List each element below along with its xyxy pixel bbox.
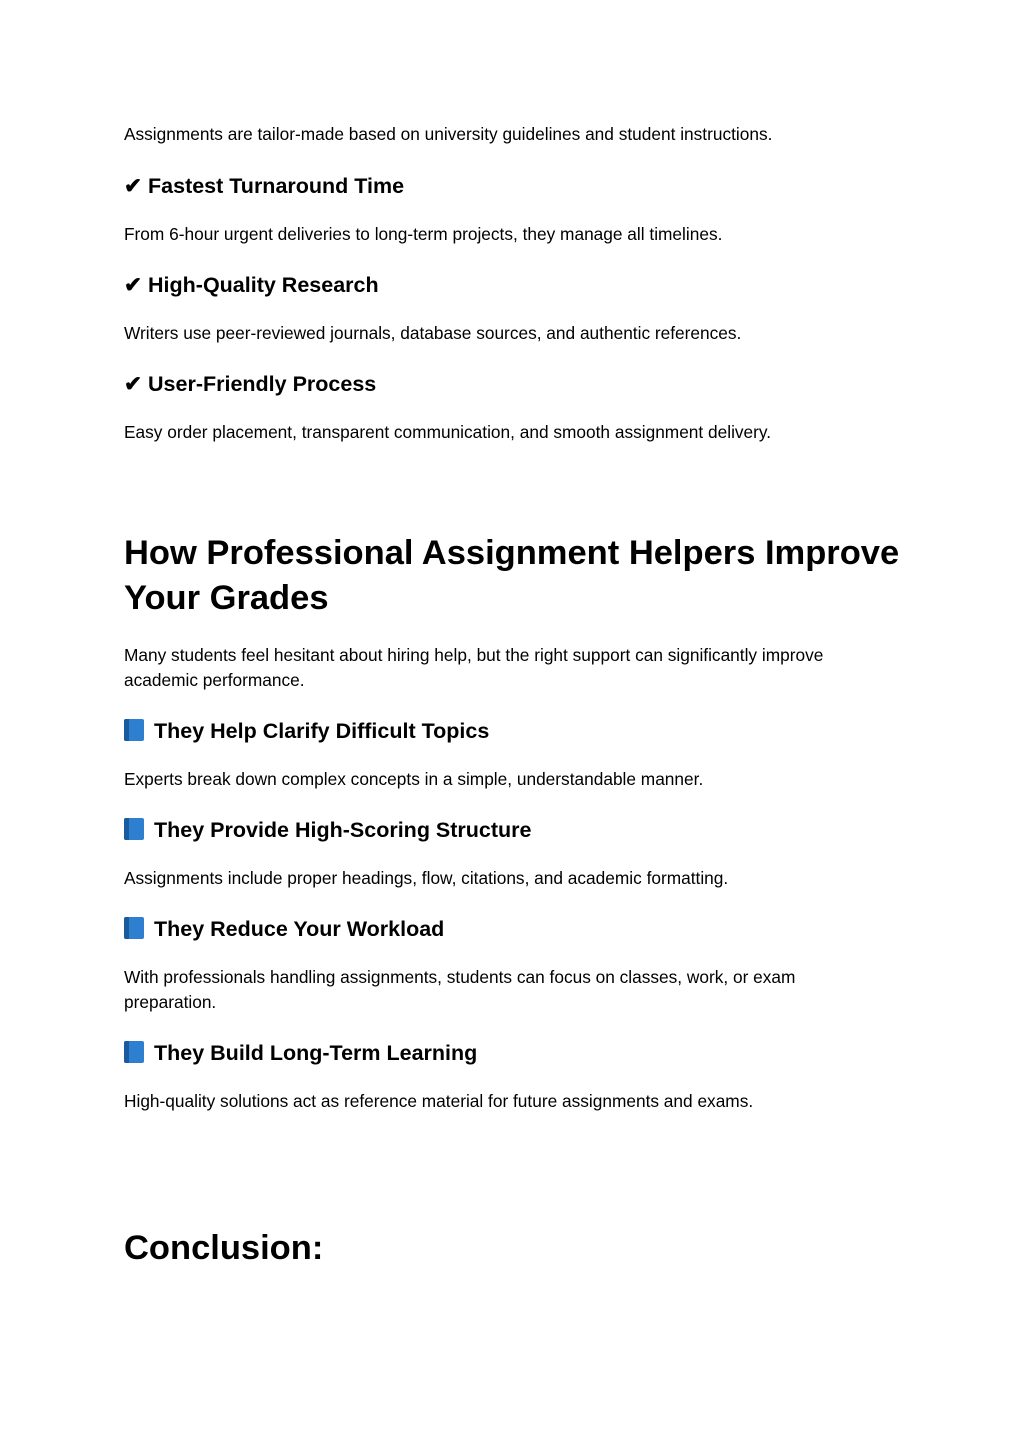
blue-book-icon — [124, 818, 144, 840]
benefit-text: Experts break down complex concepts in a simple, understandable manner. — [124, 769, 704, 789]
feature-title: User-Friendly Process — [148, 372, 377, 396]
section-intro-line: Many students feel hesitant about hiring help, but the right support can significantly improve — [124, 645, 824, 665]
feature-heading-turnaround — [124, 172, 404, 200]
blue-book-icon — [124, 917, 144, 939]
feature-title: High-Quality Research — [148, 273, 379, 297]
feature-title: Fastest Turnaround Time — [148, 174, 405, 198]
intro-paragraph: Assignments are tailor-made based on university guidelines and student instructions. — [124, 124, 773, 144]
blue-book-icon — [124, 719, 144, 741]
conclusion-heading: Conclusion: — [124, 1229, 324, 1267]
feature-heading-process — [124, 370, 376, 398]
benefit-text-line: With professionals handling assignments, students can focus on classes, work, or exam — [124, 967, 796, 987]
benefit-title: They Help Clarify Difficult Topics — [154, 719, 490, 743]
section-heading-line: Your Grades — [124, 579, 329, 617]
section-heading — [124, 531, 899, 621]
feature-text: Writers use peer-reviewed journals, database sources, and authentic references. — [124, 323, 742, 343]
benefit-text-line: preparation. — [124, 992, 217, 1012]
check-mark-icon: ✔ — [124, 372, 143, 396]
blue-book-icon — [124, 1041, 144, 1063]
section-intro-line: academic performance. — [124, 670, 305, 690]
benefit-heading — [124, 1039, 477, 1067]
check-mark-icon: ✔ — [124, 273, 143, 297]
benefit-heading — [124, 915, 444, 943]
feature-text: Easy order placement, transparent communication, and smooth assignment delivery. — [124, 422, 772, 442]
section-heading-line: How Professional Assignment Helpers Improve — [124, 534, 900, 572]
feature-text: From 6-hour urgent deliveries to long-term projects, they manage all timelines. — [124, 224, 723, 244]
benefit-heading — [124, 816, 532, 844]
benefit-text: High-quality solutions act as reference material for future assignments and exams. — [124, 1091, 754, 1111]
check-mark-icon: ✔ — [124, 174, 143, 198]
benefit-heading — [124, 717, 489, 745]
benefit-title: They Build Long-Term Learning — [154, 1041, 478, 1065]
feature-heading-research — [124, 271, 379, 299]
benefit-title: They Reduce Your Workload — [154, 917, 445, 941]
benefit-text: Assignments include proper headings, flow, citations, and academic formatting. — [124, 868, 729, 888]
benefit-text — [124, 965, 795, 1015]
section-intro — [124, 643, 823, 693]
benefit-title: They Provide High-Scoring Structure — [154, 818, 532, 842]
